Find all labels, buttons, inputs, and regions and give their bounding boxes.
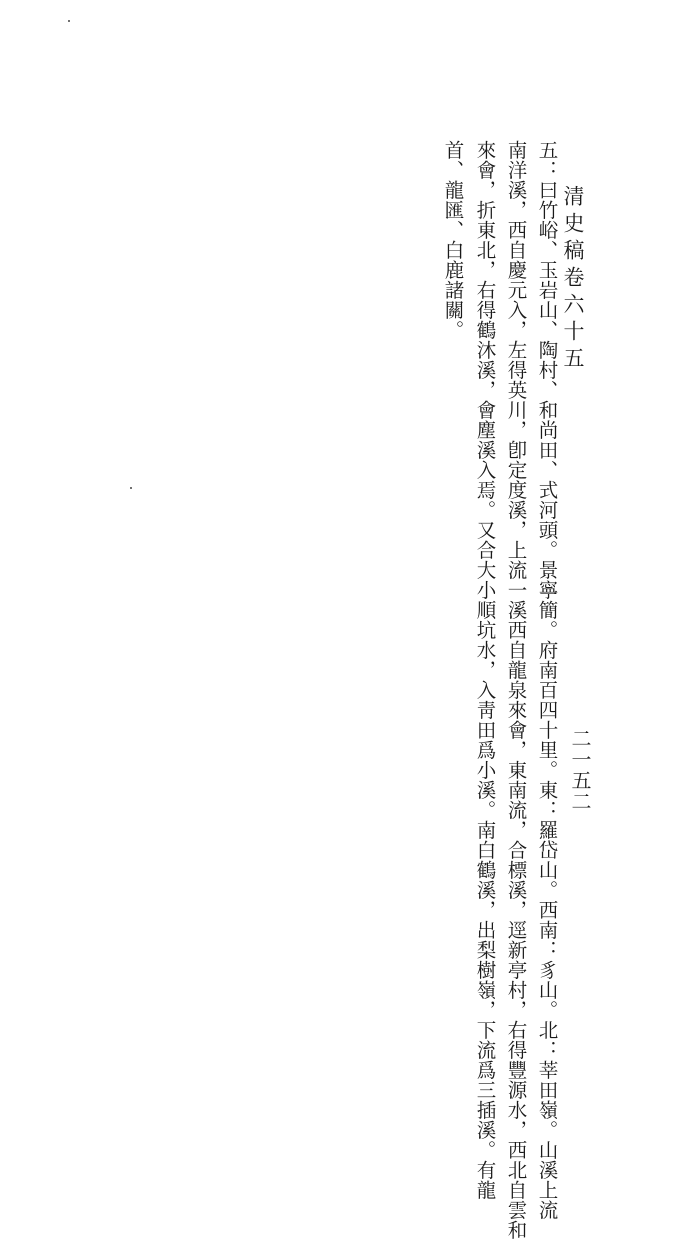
text-line-1: 五：曰竹峪、玉岩山、陶村、和尚田、式河頭。景寧簡。府南百四十里。東：羅岱山。西南：豸山。北：莘田嶺。山溪上流 — [535, 140, 559, 1220]
page-number: 二一五二 — [568, 728, 592, 812]
text-line-3: 來會，折東北，右得鶴沐溪，會塵溪入焉。又合大小順坑水，入靑田爲小溪。南白鶴溪，出梨樹嶺，下流爲三插溪。有龍 — [473, 140, 497, 1200]
scan-speck — [130, 487, 132, 489]
scan-speck — [68, 20, 70, 22]
running-title: 清史稿卷六十五 — [561, 185, 585, 374]
text-line-2: 南洋溪，西自慶元入，左得英川，卽定度溪，上流一溪西自龍泉來會，東南流，合標溪，逕新亭村，右得豐源水，西北自雲和 — [504, 140, 528, 1240]
text-line-4: 首、龍匯、白鹿諸關。 — [441, 140, 465, 340]
